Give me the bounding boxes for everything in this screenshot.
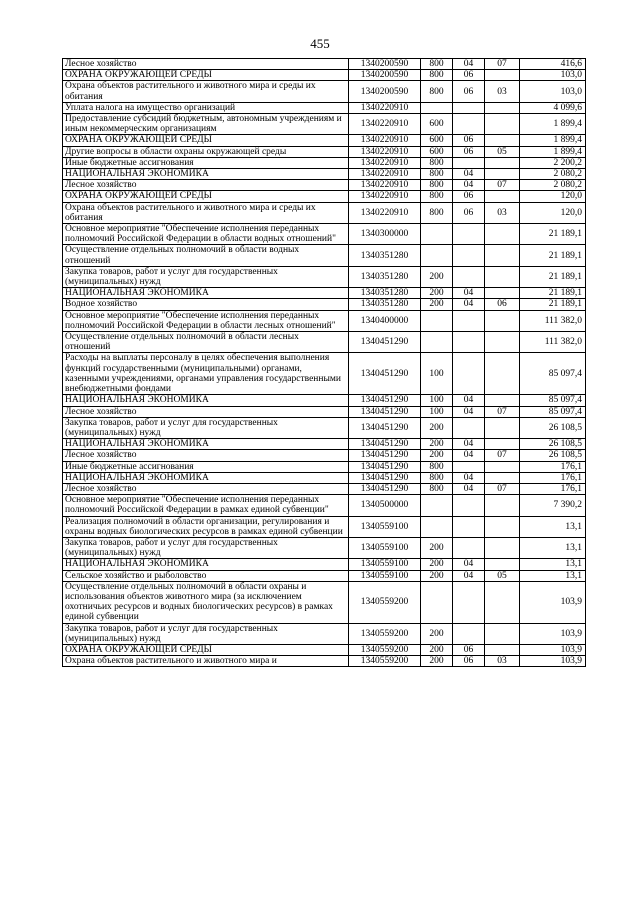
section-cell: 04 xyxy=(453,395,485,406)
expense-type-cell: 200 xyxy=(421,623,453,644)
row-name-cell: ОХРАНА ОКРУЖАЮЩЕЙ СРЕДЫ xyxy=(63,135,349,146)
section-cell xyxy=(453,224,485,245)
amount-cell: 416,6 xyxy=(520,59,586,70)
section-cell: 06 xyxy=(453,135,485,146)
amount-cell: 103,0 xyxy=(520,70,586,81)
table-row xyxy=(63,81,586,102)
table-row xyxy=(63,581,586,623)
table-row xyxy=(63,299,586,310)
table-row xyxy=(63,191,586,202)
section-cell xyxy=(453,245,485,266)
table-row xyxy=(63,483,586,494)
table-row xyxy=(63,266,586,287)
row-name-cell: Реализация полномочий в области организации, регулирования и охраны водных биологических ресурсов в рамках единой субвенции xyxy=(63,516,349,537)
table-row xyxy=(63,406,586,417)
subsection-cell xyxy=(485,245,520,266)
expense-type-cell xyxy=(421,581,453,623)
target-article-cell: 1340451290 xyxy=(349,395,421,406)
amount-cell: 120,0 xyxy=(520,202,586,223)
target-article-cell: 1340220910 xyxy=(349,180,421,191)
amount-cell: 176,1 xyxy=(520,472,586,483)
subsection-cell xyxy=(485,581,520,623)
subsection-cell xyxy=(485,266,520,287)
amount-cell: 85 097,4 xyxy=(520,353,586,395)
target-article-cell: 1340559200 xyxy=(349,623,421,644)
row-name-cell: ОХРАНА ОКРУЖАЮЩЕЙ СРЕДЫ xyxy=(63,70,349,81)
table-row xyxy=(63,537,586,558)
amount-cell: 176,1 xyxy=(520,461,586,472)
table-row xyxy=(63,472,586,483)
table-row xyxy=(63,353,586,395)
row-name-cell: Сельское хозяйство и рыболовство xyxy=(63,570,349,581)
row-name-cell: Закупка товаров, работ и услуг для государственных (муниципальных) нужд xyxy=(63,417,349,438)
target-article-cell: 1340451290 xyxy=(349,406,421,417)
amount-cell: 176,1 xyxy=(520,483,586,494)
row-name-cell: Охрана объектов растительного и животного мира и среды их обитания xyxy=(63,81,349,102)
amount-cell: 1 899,4 xyxy=(520,135,586,146)
budget-table-body xyxy=(63,59,586,667)
subsection-cell xyxy=(485,439,520,450)
table-row xyxy=(63,157,586,168)
target-article-cell: 1340451290 xyxy=(349,450,421,461)
amount-cell: 26 108,5 xyxy=(520,450,586,461)
row-name-cell: НАЦИОНАЛЬНАЯ ЭКОНОМИКА xyxy=(63,169,349,180)
subsection-cell xyxy=(485,516,520,537)
table-row xyxy=(63,439,586,450)
amount-cell: 1 899,4 xyxy=(520,146,586,157)
row-name-cell: Охрана объектов растительного и животного мира и среды их обитания xyxy=(63,202,349,223)
target-article-cell: 1340559100 xyxy=(349,570,421,581)
expense-type-cell xyxy=(421,224,453,245)
expense-type-cell: 800 xyxy=(421,483,453,494)
section-cell: 04 xyxy=(453,169,485,180)
amount-cell: 103,9 xyxy=(520,644,586,655)
target-article-cell: 1340559200 xyxy=(349,644,421,655)
table-row xyxy=(63,70,586,81)
table-row xyxy=(63,169,586,180)
section-cell: 04 xyxy=(453,450,485,461)
row-name-cell: Лесное хозяйство xyxy=(63,450,349,461)
subsection-cell xyxy=(485,135,520,146)
target-article-cell: 1340559100 xyxy=(349,559,421,570)
table-row xyxy=(63,570,586,581)
amount-cell: 13,1 xyxy=(520,516,586,537)
row-name-cell: Предоставление субсидий бюджетным, автономным учреждениям и иным некоммерческим организациям xyxy=(63,114,349,135)
amount-cell: 21 189,1 xyxy=(520,245,586,266)
subsection-cell xyxy=(485,70,520,81)
expense-type-cell: 100 xyxy=(421,395,453,406)
row-name-cell: НАЦИОНАЛЬНАЯ ЭКОНОМИКА xyxy=(63,288,349,299)
expense-type-cell: 600 xyxy=(421,146,453,157)
section-cell: 06 xyxy=(453,644,485,655)
row-name-cell: Осуществление отдельных полномочий в области водных отношений xyxy=(63,245,349,266)
subsection-cell xyxy=(485,395,520,406)
table-row xyxy=(63,516,586,537)
amount-cell: 13,1 xyxy=(520,570,586,581)
target-article-cell: 1340451290 xyxy=(349,461,421,472)
amount-cell: 26 108,5 xyxy=(520,417,586,438)
expense-type-cell: 800 xyxy=(421,461,453,472)
table-row xyxy=(63,245,586,266)
expense-type-cell: 200 xyxy=(421,656,453,667)
section-cell xyxy=(453,417,485,438)
row-name-cell: Лесное хозяйство xyxy=(63,406,349,417)
subsection-cell xyxy=(485,114,520,135)
target-article-cell: 1340451290 xyxy=(349,472,421,483)
expense-type-cell: 200 xyxy=(421,266,453,287)
target-article-cell: 1340200590 xyxy=(349,70,421,81)
subsection-cell xyxy=(485,461,520,472)
section-cell: 04 xyxy=(453,570,485,581)
table-row xyxy=(63,310,586,331)
section-cell xyxy=(453,266,485,287)
expense-type-cell: 200 xyxy=(421,450,453,461)
row-name-cell: Основное мероприятие "Обеспечение исполнения переданных полномочий Российской Федерации в рамках единой субвенции" xyxy=(63,495,349,516)
table-row xyxy=(63,495,586,516)
amount-cell: 111 382,0 xyxy=(520,332,586,353)
section-cell xyxy=(453,495,485,516)
subsection-cell: 03 xyxy=(485,81,520,102)
expense-type-cell: 200 xyxy=(421,439,453,450)
subsection-cell: 03 xyxy=(485,656,520,667)
expense-type-cell xyxy=(421,516,453,537)
amount-cell: 103,9 xyxy=(520,656,586,667)
row-name-cell: Уплата налога на имущество организаций xyxy=(63,102,349,113)
subsection-cell xyxy=(485,623,520,644)
table-row xyxy=(63,288,586,299)
amount-cell: 26 108,5 xyxy=(520,439,586,450)
target-article-cell: 1340559100 xyxy=(349,516,421,537)
target-article-cell: 1340451290 xyxy=(349,332,421,353)
amount-cell: 1 899,4 xyxy=(520,114,586,135)
table-row xyxy=(63,332,586,353)
section-cell xyxy=(453,157,485,168)
section-cell xyxy=(453,310,485,331)
target-article-cell: 1340220910 xyxy=(349,191,421,202)
target-article-cell: 1340300000 xyxy=(349,224,421,245)
row-name-cell: Осуществление отдельных полномочий в области лесных отношений xyxy=(63,332,349,353)
expense-type-cell: 200 xyxy=(421,537,453,558)
section-cell: 06 xyxy=(453,202,485,223)
amount-cell: 21 189,1 xyxy=(520,288,586,299)
subsection-cell: 07 xyxy=(485,59,520,70)
row-name-cell: Иные бюджетные ассигнования xyxy=(63,157,349,168)
expense-type-cell: 100 xyxy=(421,406,453,417)
amount-cell: 21 189,1 xyxy=(520,299,586,310)
section-cell xyxy=(453,623,485,644)
table-row xyxy=(63,656,586,667)
subsection-cell xyxy=(485,417,520,438)
page-number: 455 xyxy=(310,36,330,51)
amount-cell: 103,0 xyxy=(520,81,586,102)
subsection-cell xyxy=(485,157,520,168)
section-cell: 04 xyxy=(453,472,485,483)
target-article-cell: 1340400000 xyxy=(349,310,421,331)
amount-cell: 103,9 xyxy=(520,623,586,644)
table-row xyxy=(63,114,586,135)
section-cell: 04 xyxy=(453,59,485,70)
expense-type-cell: 800 xyxy=(421,59,453,70)
subsection-cell xyxy=(485,102,520,113)
subsection-cell xyxy=(485,537,520,558)
target-article-cell: 1340559200 xyxy=(349,581,421,623)
row-name-cell: Водное хозяйство xyxy=(63,299,349,310)
row-name-cell: Основное мероприятие "Обеспечение исполнения переданных полномочий Российской Федерации в области водных отношений" xyxy=(63,224,349,245)
amount-cell: 2 080,2 xyxy=(520,169,586,180)
table-row xyxy=(63,559,586,570)
amount-cell: 111 382,0 xyxy=(520,310,586,331)
amount-cell: 21 189,1 xyxy=(520,224,586,245)
expense-type-cell: 200 xyxy=(421,644,453,655)
expense-type-cell xyxy=(421,102,453,113)
target-article-cell: 1340220910 xyxy=(349,202,421,223)
expense-type-cell xyxy=(421,245,453,266)
subsection-cell: 03 xyxy=(485,202,520,223)
target-article-cell: 1340451290 xyxy=(349,353,421,395)
row-name-cell: НАЦИОНАЛЬНАЯ ЭКОНОМИКА xyxy=(63,395,349,406)
expense-type-cell: 600 xyxy=(421,135,453,146)
budget-table xyxy=(62,58,586,667)
section-cell: 06 xyxy=(453,191,485,202)
section-cell xyxy=(453,114,485,135)
target-article-cell: 1340559200 xyxy=(349,656,421,667)
expense-type-cell xyxy=(421,332,453,353)
subsection-cell xyxy=(485,191,520,202)
section-cell: 06 xyxy=(453,81,485,102)
target-article-cell: 1340451290 xyxy=(349,439,421,450)
amount-cell: 13,1 xyxy=(520,559,586,570)
table-row xyxy=(63,461,586,472)
target-article-cell: 1340351280 xyxy=(349,245,421,266)
row-name-cell: Другие вопросы в области охраны окружающей среды xyxy=(63,146,349,157)
row-name-cell: Осуществление отдельных полномочий в области охраны и использования объектов животного мира (за исключением охотничьих ресурсов и водных биологических ресурсов) в рамках единой субвенции xyxy=(63,581,349,623)
table-row xyxy=(63,146,586,157)
section-cell: 04 xyxy=(453,288,485,299)
table-row xyxy=(63,395,586,406)
target-article-cell: 1340220910 xyxy=(349,102,421,113)
section-cell xyxy=(453,537,485,558)
expense-type-cell: 800 xyxy=(421,70,453,81)
table-row xyxy=(63,59,586,70)
subsection-cell xyxy=(485,310,520,331)
target-article-cell: 1340200590 xyxy=(349,59,421,70)
section-cell: 04 xyxy=(453,180,485,191)
table-row xyxy=(63,202,586,223)
subsection-cell: 05 xyxy=(485,570,520,581)
subsection-cell: 07 xyxy=(485,180,520,191)
subsection-cell xyxy=(485,224,520,245)
target-article-cell: 1340351280 xyxy=(349,299,421,310)
target-article-cell: 1340351280 xyxy=(349,288,421,299)
section-cell: 04 xyxy=(453,483,485,494)
amount-cell: 7 390,2 xyxy=(520,495,586,516)
section-cell: 06 xyxy=(453,146,485,157)
expense-type-cell: 200 xyxy=(421,299,453,310)
expense-type-cell: 800 xyxy=(421,191,453,202)
amount-cell: 85 097,4 xyxy=(520,406,586,417)
target-article-cell: 1340220910 xyxy=(349,114,421,135)
expense-type-cell: 200 xyxy=(421,570,453,581)
target-article-cell: 1340559100 xyxy=(349,537,421,558)
table-row xyxy=(63,180,586,191)
subsection-cell xyxy=(485,495,520,516)
expense-type-cell: 100 xyxy=(421,353,453,395)
target-article-cell: 1340220910 xyxy=(349,135,421,146)
row-name-cell: НАЦИОНАЛЬНАЯ ЭКОНОМИКА xyxy=(63,472,349,483)
expense-type-cell: 600 xyxy=(421,114,453,135)
subsection-cell xyxy=(485,472,520,483)
row-name-cell: Охрана объектов растительного и животного мира и xyxy=(63,656,349,667)
expense-type-cell: 800 xyxy=(421,202,453,223)
target-article-cell: 1340220910 xyxy=(349,157,421,168)
section-cell: 06 xyxy=(453,656,485,667)
target-article-cell: 1340451290 xyxy=(349,483,421,494)
amount-cell: 13,1 xyxy=(520,537,586,558)
section-cell xyxy=(453,461,485,472)
subsection-cell: 07 xyxy=(485,450,520,461)
expense-type-cell: 200 xyxy=(421,288,453,299)
subsection-cell xyxy=(485,353,520,395)
row-name-cell: Иные бюджетные ассигнования xyxy=(63,461,349,472)
amount-cell: 85 097,4 xyxy=(520,395,586,406)
row-name-cell: ОХРАНА ОКРУЖАЮЩЕЙ СРЕДЫ xyxy=(63,644,349,655)
expense-type-cell xyxy=(421,310,453,331)
row-name-cell: Закупка товаров, работ и услуг для государственных (муниципальных) нужд xyxy=(63,266,349,287)
target-article-cell: 1340220910 xyxy=(349,146,421,157)
amount-cell: 103,9 xyxy=(520,581,586,623)
row-name-cell: Лесное хозяйство xyxy=(63,59,349,70)
section-cell xyxy=(453,332,485,353)
subsection-cell xyxy=(485,559,520,570)
table-row xyxy=(63,417,586,438)
row-name-cell: НАЦИОНАЛЬНАЯ ЭКОНОМИКА xyxy=(63,559,349,570)
target-article-cell: 1340500000 xyxy=(349,495,421,516)
section-cell: 04 xyxy=(453,559,485,570)
amount-cell: 2 200,2 xyxy=(520,157,586,168)
expense-type-cell: 800 xyxy=(421,81,453,102)
row-name-cell: Закупка товаров, работ и услуг для государственных (муниципальных) нужд xyxy=(63,623,349,644)
section-cell xyxy=(453,581,485,623)
amount-cell: 21 189,1 xyxy=(520,266,586,287)
amount-cell: 120,0 xyxy=(520,191,586,202)
subsection-cell xyxy=(485,332,520,353)
expense-type-cell: 200 xyxy=(421,417,453,438)
subsection-cell: 05 xyxy=(485,146,520,157)
table-row xyxy=(63,623,586,644)
expense-type-cell xyxy=(421,495,453,516)
subsection-cell: 07 xyxy=(485,406,520,417)
row-name-cell: Закупка товаров, работ и услуг для государственных (муниципальных) нужд xyxy=(63,537,349,558)
row-name-cell: Лесное хозяйство xyxy=(63,180,349,191)
subsection-cell xyxy=(485,288,520,299)
section-cell: 04 xyxy=(453,299,485,310)
subsection-cell: 06 xyxy=(485,299,520,310)
expense-type-cell: 800 xyxy=(421,169,453,180)
section-cell: 04 xyxy=(453,406,485,417)
row-name-cell: Лесное хозяйство xyxy=(63,483,349,494)
row-name-cell: ОХРАНА ОКРУЖАЮЩЕЙ СРЕДЫ xyxy=(63,191,349,202)
target-article-cell: 1340451290 xyxy=(349,417,421,438)
subsection-cell: 07 xyxy=(485,483,520,494)
row-name-cell: НАЦИОНАЛЬНАЯ ЭКОНОМИКА xyxy=(63,439,349,450)
expense-type-cell: 200 xyxy=(421,559,453,570)
expense-type-cell: 800 xyxy=(421,180,453,191)
section-cell: 04 xyxy=(453,439,485,450)
table-row xyxy=(63,135,586,146)
target-article-cell: 1340220910 xyxy=(349,169,421,180)
subsection-cell xyxy=(485,169,520,180)
expense-type-cell: 800 xyxy=(421,157,453,168)
table-row xyxy=(63,450,586,461)
row-name-cell: Основное мероприятие "Обеспечение исполнения переданных полномочий Российской Федерации в области лесных отношений" xyxy=(63,310,349,331)
table-row xyxy=(63,224,586,245)
section-cell xyxy=(453,353,485,395)
target-article-cell: 1340351280 xyxy=(349,266,421,287)
table-row xyxy=(63,644,586,655)
section-cell: 06 xyxy=(453,70,485,81)
amount-cell: 4 099,6 xyxy=(520,102,586,113)
section-cell xyxy=(453,516,485,537)
expense-type-cell: 800 xyxy=(421,472,453,483)
amount-cell: 2 080,2 xyxy=(520,180,586,191)
subsection-cell xyxy=(485,644,520,655)
table-row xyxy=(63,102,586,113)
target-article-cell: 1340200590 xyxy=(349,81,421,102)
row-name-cell: Расходы на выплаты персоналу в целях обеспечения выполнения функций государственными (муниципальными) органами, казенными учреждениями, органами управления государственными внебюджетными фондами xyxy=(63,353,349,395)
section-cell xyxy=(453,102,485,113)
